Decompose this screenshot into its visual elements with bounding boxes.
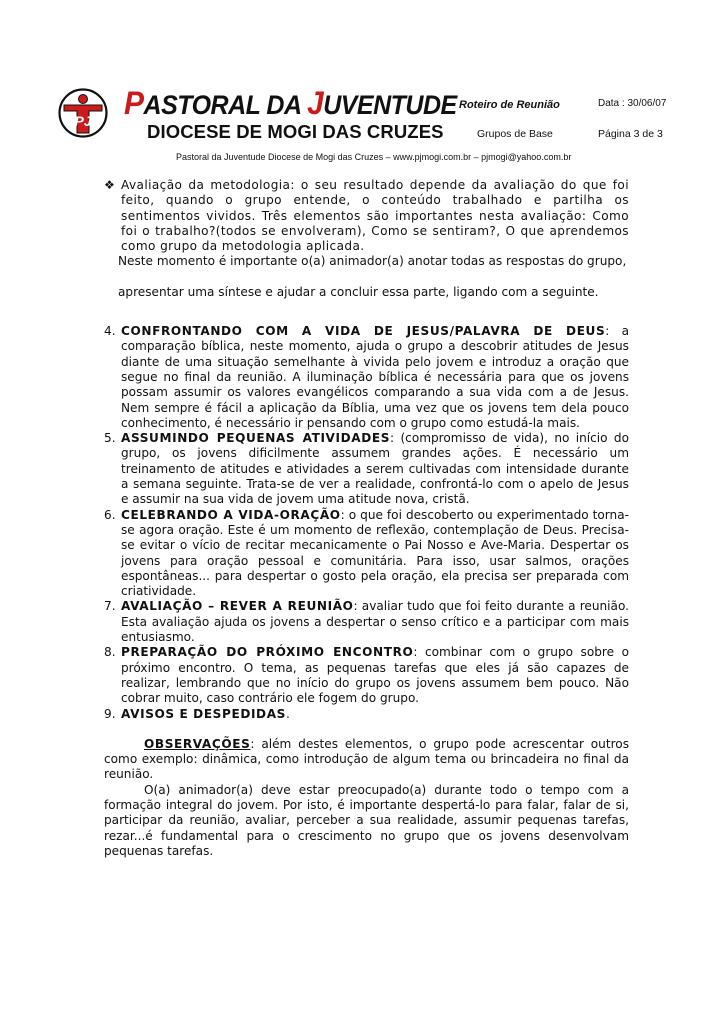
list-item xyxy=(104,324,629,431)
org-title-part: UVENTUDE xyxy=(323,90,457,121)
item-title: CONFRONTANDO COM A VIDA DE JESUS/PALAVRA DE DEUS xyxy=(121,324,606,339)
observacoes-text: : além destes elementos, o grupo pode acrescentar outros como exemplo: dinâmica, como introdução de algum tema ou brincadeira no final da reunião. xyxy=(104,736,629,782)
list-item xyxy=(104,707,629,722)
item-title: ASSUMINDO PEQUENAS ATIVIDADES xyxy=(121,431,391,446)
observacoes-label: OBSERVAÇÕES xyxy=(144,736,251,751)
item-number: 4. xyxy=(104,324,116,339)
org-title xyxy=(124,86,457,123)
item-number: 8. xyxy=(104,645,116,660)
item-text: : combinar com o grupo sobre o próximo encontro. O tema, as pequenas tarefas que eles já são capazes de realizar, lembrando que no início do grupo os jovens assumem bem pouco. Não cobrar muito, caso contrário ele fogem do grupo. xyxy=(121,645,629,706)
item-number: 5. xyxy=(104,431,116,446)
doc-type: Roteiro de Reunião xyxy=(459,99,560,111)
bullet-item xyxy=(104,178,629,254)
list-item xyxy=(104,431,629,507)
item-text: : a comparação bíblica, neste momento, ajuda o grupo a descobrir atitudes de Jesus diante de uma situação semelhante à vivida pelo jovem e introduz a oração que segue no final da reunião. A iluminação bíblica é necessária para que os jovens possam assumir os valores evangélicos comparando a sua vida com a de Jesus. Nem sempre é fácil a aplicação da Bíblia, uma vez que os jovens tem dela pouco conhecimento, é necessário ir pensando com o grupo como estudá-la mais. xyxy=(121,324,629,430)
item-number: 9. xyxy=(104,706,116,721)
item-title: CELEBRANDO A VIDA-ORAÇÃO xyxy=(121,507,341,522)
pj-logo-icon xyxy=(58,88,108,138)
item-title: PREPARAÇÃO DO PRÓXIMO ENCONTRO xyxy=(121,645,414,660)
doc-date: Data : 30/06/07 xyxy=(598,98,667,109)
item-text: : avaliar tudo que foi feito durante a reunião. Esta avaliação ajuda os jovens a despertar o senso crítico e a participar com mais entusiasmo. xyxy=(121,599,629,645)
page-number: Página 3 de 3 xyxy=(598,128,663,140)
item-number: 6. xyxy=(104,507,116,522)
observacoes-paragraph-2: O(a) animador(a) deve estar preocupado(a) durante todo o tempo com a formação integral do jovem. Por isto, é importante despertá-lo para falar, falar de si, participar da reunião, avaliar, perceber a sua realidade, assumir pequenas tarefas, rezar...é fundamental para o crescimento no grupo que os jovens desenvolvam pequenas tarefas. xyxy=(104,782,629,858)
item-text: : (compromisso de vida), no início do grupo, os jovens dificilmente assumem grandes ações. É necessário um treinamento de atitudes e atividades a serem cultivadas com intensidade durante a semana seguinte. Trata-se de ver a realidade, confrontá-lo com o apelo de Jesus e assumir na sua vida de jovem uma atitude nova, cristã. xyxy=(121,431,629,507)
item-title: AVALIAÇÃO – REVER A REUNIÃO xyxy=(121,599,354,614)
org-title-part: ASTORAL DA xyxy=(143,90,308,121)
observacoes-paragraph xyxy=(104,737,629,783)
org-subtitle: DIOCESE DE MOGI DAS CRUZES xyxy=(147,121,444,142)
org-title-initial-j: J xyxy=(307,86,324,122)
logo-text: PJ xyxy=(74,113,92,129)
document-body xyxy=(104,178,629,859)
bullet-note-2: apresentar uma síntese e ajudar a concluir essa parte, ligando com a seguinte. xyxy=(118,284,599,299)
doc-group: Grupos de Base xyxy=(477,128,553,140)
diamond-bullet-icon: ❖ xyxy=(104,178,116,192)
item-text: : o que foi descoberto ou experimentado torna-se agora oração. Este é um momento de reflexão, contemplação de Deus. Precisa-se evitar o vício de recitar mecanicamente o Pai Nosso e Ave-Maria. Despertar os jovens para oração pessoal e comunitária. Para isso, usar salmos, orações espontâneas... para despertar o gosto pela oração, ela precisa ser preparada com criatividade. xyxy=(121,507,629,599)
item-number: 7. xyxy=(104,599,116,614)
bullet-note-1: Neste momento é importante o(a) animador(a) anotar todas as respostas do grupo, xyxy=(118,254,627,269)
list-item xyxy=(104,508,629,600)
list-item xyxy=(104,645,629,706)
list-item xyxy=(104,599,629,645)
bullet-text: Avaliação da metodologia: o seu resultado depende da avaliação do que foi feito, quando o grupo entende, o conteúdo trabalhado e partilha os sentimentos vividos. Três elementos são importantes nesta avaliação: Como foi o trabalho?(todos se envolveram), Como se sentiram?, O que aprendemos como grupo da metodologia aplicada. xyxy=(121,178,629,254)
contact-line: Pastoral da Juventude Diocese de Mogi das Cruzes – www.pjmogi.com.br – pjmogi@yahoo.com.br xyxy=(176,152,572,162)
item-text: . xyxy=(285,706,290,721)
org-title-initial-p: P xyxy=(124,86,144,122)
item-title: AVISOS E DESPEDIDAS xyxy=(121,706,286,721)
